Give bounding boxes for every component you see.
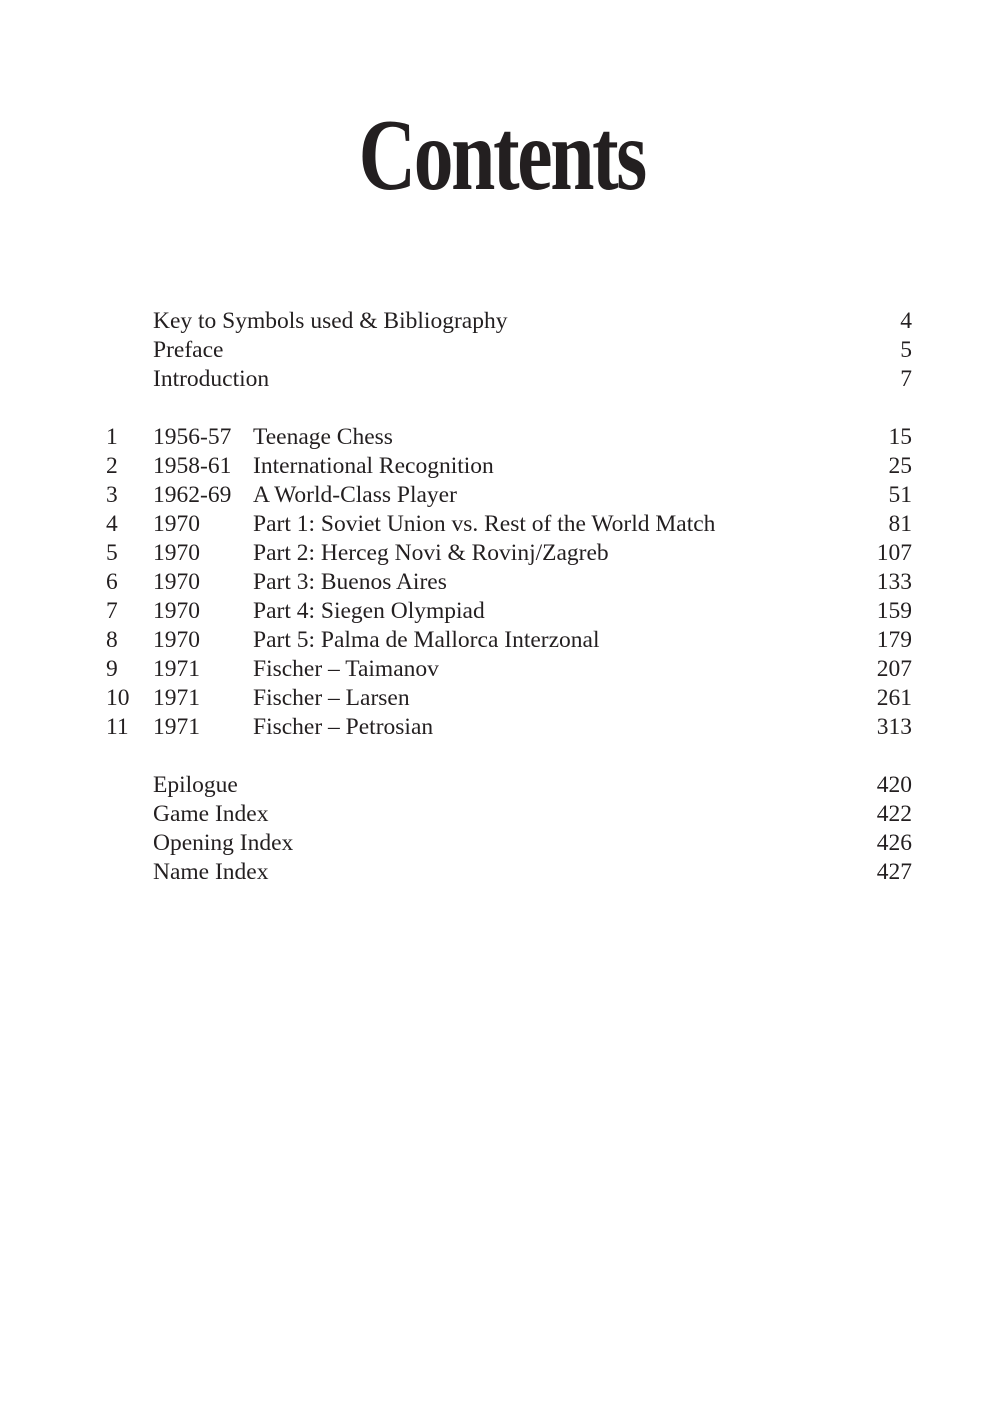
toc-entry[interactable]	[0, 858, 1000, 887]
chapter-number: 7	[106, 598, 118, 624]
toc-entry[interactable]	[0, 365, 1000, 394]
entry-page-number: 422	[876, 801, 912, 827]
chapter-entry[interactable]	[0, 684, 1000, 713]
chapter-number: 4	[106, 511, 118, 537]
chapter-years: 1971	[153, 656, 200, 682]
entry-title: Preface	[153, 337, 224, 363]
chapter-title: Part 2: Herceg Novi & Rovinj/Zagreb	[253, 540, 609, 566]
chapter-number: 5	[106, 540, 118, 566]
entry-page-number: 7	[900, 366, 912, 392]
chapter-page-number: 25	[888, 453, 912, 479]
back-matter-list	[0, 771, 1000, 887]
toc-entry[interactable]	[0, 336, 1000, 365]
chapter-number: 6	[106, 569, 118, 595]
chapter-years: 1971	[153, 685, 200, 711]
chapter-page-number: 51	[888, 482, 912, 508]
chapter-page-number: 107	[876, 540, 912, 566]
entry-page-number: 5	[900, 337, 912, 363]
chapter-number: 1	[106, 424, 118, 450]
entry-page-number: 426	[876, 830, 912, 856]
chapter-entry[interactable]	[0, 713, 1000, 742]
chapter-number: 9	[106, 656, 118, 682]
chapter-page-number: 207	[876, 656, 912, 682]
entry-title: Game Index	[153, 801, 269, 827]
chapter-page-number: 133	[876, 569, 912, 595]
chapter-entry[interactable]	[0, 626, 1000, 655]
chapter-title: Part 4: Siegen Olympiad	[253, 598, 485, 624]
chapter-entry[interactable]	[0, 539, 1000, 568]
toc-entry[interactable]	[0, 829, 1000, 858]
entry-page-number: 420	[876, 772, 912, 798]
chapter-number: 11	[106, 714, 129, 740]
chapter-page-number: 159	[876, 598, 912, 624]
chapter-years: 1970	[153, 627, 200, 653]
chapter-list	[0, 423, 1000, 742]
chapter-title: Fischer – Larsen	[253, 685, 410, 711]
chapter-number: 3	[106, 482, 118, 508]
toc-entry[interactable]	[0, 800, 1000, 829]
chapter-title: Part 5: Palma de Mallorca Interzonal	[253, 627, 600, 653]
chapter-entry[interactable]	[0, 452, 1000, 481]
chapter-entry[interactable]	[0, 481, 1000, 510]
toc-entry[interactable]	[0, 307, 1000, 336]
chapter-years: 1962-69	[153, 482, 232, 508]
chapter-years: 1971	[153, 714, 200, 740]
chapter-number: 8	[106, 627, 118, 653]
toc-entry[interactable]	[0, 771, 1000, 800]
chapter-entry[interactable]	[0, 510, 1000, 539]
chapter-years: 1970	[153, 511, 200, 537]
chapter-years: 1970	[153, 569, 200, 595]
chapter-title: Fischer – Taimanov	[253, 656, 439, 682]
chapter-page-number: 15	[888, 424, 912, 450]
chapter-entry[interactable]	[0, 597, 1000, 626]
entry-title: Key to Symbols used & Bibliography	[153, 308, 508, 334]
chapter-page-number: 313	[876, 714, 912, 740]
chapter-title: Teenage Chess	[253, 424, 393, 450]
chapter-page-number: 261	[876, 685, 912, 711]
chapter-number: 2	[106, 453, 118, 479]
entry-page-number: 4	[900, 308, 912, 334]
entry-title: Introduction	[153, 366, 270, 392]
entry-title: Opening Index	[153, 830, 294, 856]
chapter-years: 1970	[153, 540, 200, 566]
chapter-title: International Recognition	[253, 453, 494, 479]
chapter-title: A World-Class Player	[253, 482, 457, 508]
chapter-title: Part 1: Soviet Union vs. Rest of the World Match	[253, 511, 716, 537]
entry-title: Name Index	[153, 859, 269, 885]
page-title: Contents	[358, 99, 645, 212]
chapter-number: 10	[106, 685, 130, 711]
chapter-page-number: 81	[888, 511, 912, 537]
chapter-entry[interactable]	[0, 568, 1000, 597]
chapter-years: 1970	[153, 598, 200, 624]
entry-title: Epilogue	[153, 772, 238, 798]
entry-page-number: 427	[876, 859, 912, 885]
front-matter-list	[0, 307, 1000, 394]
chapter-years: 1956-57	[153, 424, 232, 450]
chapter-entry[interactable]	[0, 423, 1000, 452]
chapter-page-number: 179	[876, 627, 912, 653]
chapter-years: 1958-61	[153, 453, 232, 479]
chapter-title: Part 3: Buenos Aires	[253, 569, 447, 595]
chapter-entry[interactable]	[0, 655, 1000, 684]
chapter-title: Fischer – Petrosian	[253, 714, 434, 740]
